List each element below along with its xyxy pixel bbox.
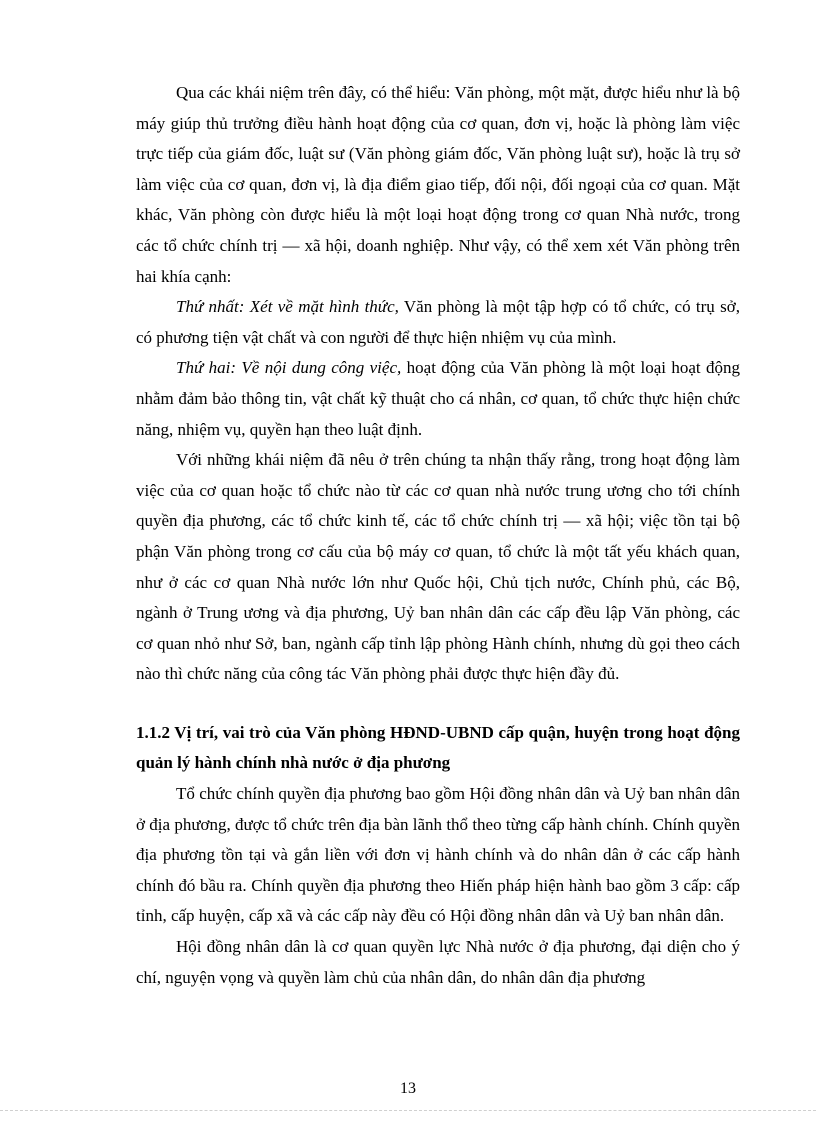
- page-number: 13: [400, 1080, 416, 1097]
- paragraph-text: Hội đồng nhân dân là cơ quan quyền lực Nhà nước ở địa phương, đại diện cho ý chí, nguyện vọng và quyền làm chủ của nhân dân, do nhân dân địa phương: [136, 937, 740, 987]
- paragraph-text: Qua các khái niệm trên đây, có thể hiểu: Văn phòng, một mặt, được hiểu như là bộ máy giúp thủ trưởng điều hành hoạt động của cơ quan, đơn vị, hoặc là phòng làm việc trực tiếp của giám đốc, luật sư (Văn phòng giám đốc, Văn phòng luật sư), hoặc là trụ sở làm việc của cơ quan, đơn vị, là địa điểm giao tiếp, đối nội, đối ngoại của cơ quan. Mặt khác, Văn phòng còn được hiểu là một loại hoạt động trong cơ quan Nhà nước, trong các tổ chức chính trị — xã hội, doanh nghiệp. Như vậy, có thể xem xét Văn phòng trên hai khía cạnh:: [136, 83, 740, 286]
- paragraph-text: hoạt động của Văn phòng là một loại hoạt động nhằm đảm bảo thông tin, vật chất kỹ thuật cho cá nhân, cơ quan, tổ chức thực hiện chức năng, nhiệm vụ, quyền hạn theo luật định.: [136, 358, 741, 439]
- paragraph-second-aspect: [136, 353, 740, 445]
- paragraph-lead-italic: Thứ hai: Về nội dung công việc,: [176, 358, 402, 378]
- paragraph-local-government: [136, 779, 740, 932]
- paragraph-text: Tổ chức chính quyền địa phương bao gồm Hội đồng nhân dân và Uỷ ban nhân dân ở địa phương, được tổ chức trên địa bàn lãnh thổ theo từng cấp hành chính. Chính quyền địa phương tồn tại và gắn liền với đơn vị hành chính và do nhân dân ở các cấp hành chính đó bầu ra. Chính quyền địa phương theo Hiến pháp hiện hành bao gồm 3 cấp: cấp tỉnh, cấp huyện, cấp xã và các cấp này đều có Hội đồng nhân dân và Uỷ ban nhân dân.: [136, 784, 740, 926]
- paragraph-text: Với những khái niệm đã nêu ở trên chúng ta nhận thấy rằng, trong hoạt động làm việc của cơ quan hoặc tổ chức nào từ các cơ quan nhà nước trung ương cho tới chính quyền địa phương, các tổ chức kinh tế, các tổ chức chính trị — xã hội; việc tồn tại bộ phận Văn phòng trong cơ cấu của bộ máy cơ quan, tổ chức là một tất yếu khách quan, như ở các cơ quan Nhà nước lớn như Quốc hội, Chủ tịch nước, Chính phủ, các Bộ, ngành ở Trung ương và địa phương, Uỷ ban nhân dân các cấp đều lập Văn phòng, các cơ quan nhỏ như Sở, ban, ngành cấp tỉnh lập phòng Hành chính, nhưng dù gọi theo cách nào thì chức năng của công tác Văn phòng phải được thực hiện đầy đủ.: [136, 450, 740, 684]
- paragraph-first-aspect: [136, 292, 740, 353]
- page-bottom-divider: [0, 1110, 816, 1111]
- section-heading: 1.1.2 Vị trí, vai trò của Văn phòng HĐND-UBND cấp quận, huyện trong hoạt động quản lý hành chính nhà nước ở địa phương: [136, 722, 740, 773]
- paragraph-office-definition: [136, 78, 740, 292]
- paragraph-text: Văn phòng là một tập hợp có tổ chức, có trụ sở, có phương tiện vật chất và con người để thực hiện nhiệm vụ của mình.: [136, 297, 740, 347]
- paragraph-office-necessity: [136, 445, 740, 690]
- paragraph-peoples-council: [136, 932, 740, 993]
- page-body: [136, 78, 740, 993]
- paragraph-lead-italic: Thứ nhất: Xét về mặt hình thức,: [176, 297, 399, 317]
